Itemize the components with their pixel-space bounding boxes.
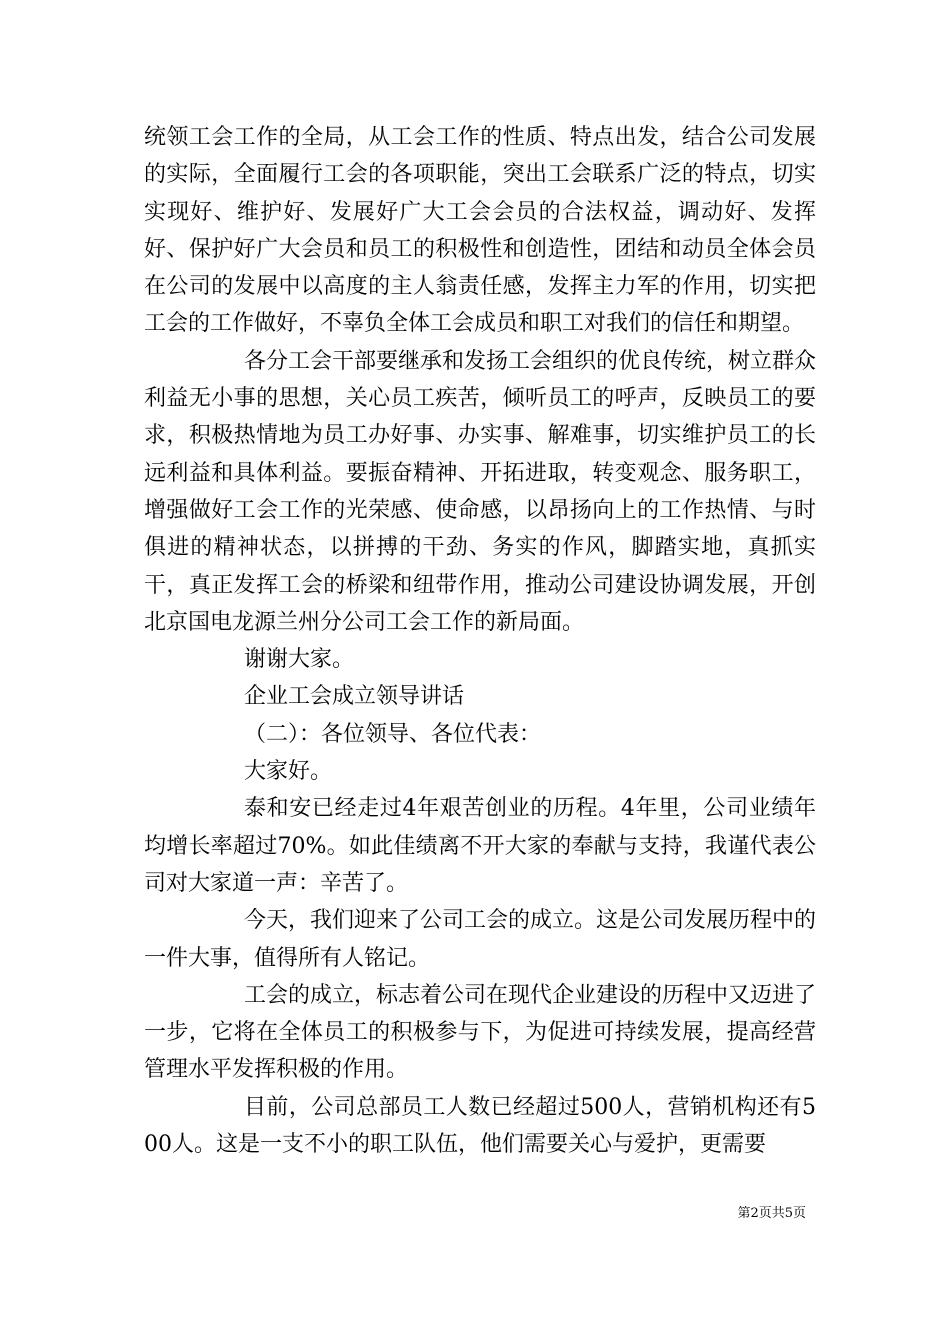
paragraph-7: 泰和安已经走过4年艰苦创业的历程。4年里，公司业绩年均增长率超过70%。如此佳绩离不开大家的奉献与支持，我谨代表公司对大家道一声：辛苦了。 bbox=[144, 796, 816, 896]
page-number-footer: 第2页共5页 bbox=[737, 1206, 806, 1221]
document-body bbox=[144, 119, 816, 1163]
paragraph-2: 各分工会干部要继承和发扬工会组织的优良传统，树立群众利益无小事的思想，关心员工疾苦，倾听员工的呼声，反映员工的要求，积极热情地为员工办好事、办实事、解难事，切实维护员工的长远利益和具体利益。要振奋精神、开拓进取，转变观念、服务职工，增强做好工会工作的光荣感、使命感，以昂扬向上的工作热情、与时俱进的精神状态，以拼搏的干劲、务实的作风，脚踏实地，真抓实干，真正发挥工会的桥梁和纽带作用，推动公司建设协调发展，开创北京国电龙源兰州分公司工会工作的新局面。 bbox=[144, 348, 817, 635]
paragraph-8: 今天，我们迎来了公司工会的成立。这是公司发展历程中的一件大事，值得所有人铭记。 bbox=[144, 908, 817, 971]
paragraph-10: 目前，公司总部员工人数已经超过500人，营销机构还有500人。这是一支不小的职工队伍，他们需要关心与爱护，更需要 bbox=[144, 1094, 816, 1158]
paragraph-3: 谢谢大家。 bbox=[244, 647, 355, 673]
paragraph-6: 大家好。 bbox=[244, 759, 333, 785]
paragraph-1: 统领工会工作的全局，从工会工作的性质、特点出发，结合公司发展的实际，全面履行工会的各项职能，突出工会联系广泛的特点，切实实现好、维护好、发展好广大工会会员的合法权益，调动好、发挥好、保护好广大会员和员工的积极性和创造性，团结和动员全体会员在公司的发展中以高度的主人翁责任感，发挥主力军的作用，切实把工会的工作做好，不辜负全体工会成员和职工对我们的信任和期望。 bbox=[144, 125, 816, 337]
paragraph-5: （二）：各位领导、各位代表： bbox=[244, 721, 542, 747]
paragraph-9: 工会的成立，标志着公司在现代企业建设的历程中又迈进了一步，它将在全体员工的积极参与下，为促进可持续发展，提高经营管理水平发挥积极的作用。 bbox=[144, 982, 817, 1083]
section-title: 企业工会成立领导讲话 bbox=[244, 684, 465, 710]
